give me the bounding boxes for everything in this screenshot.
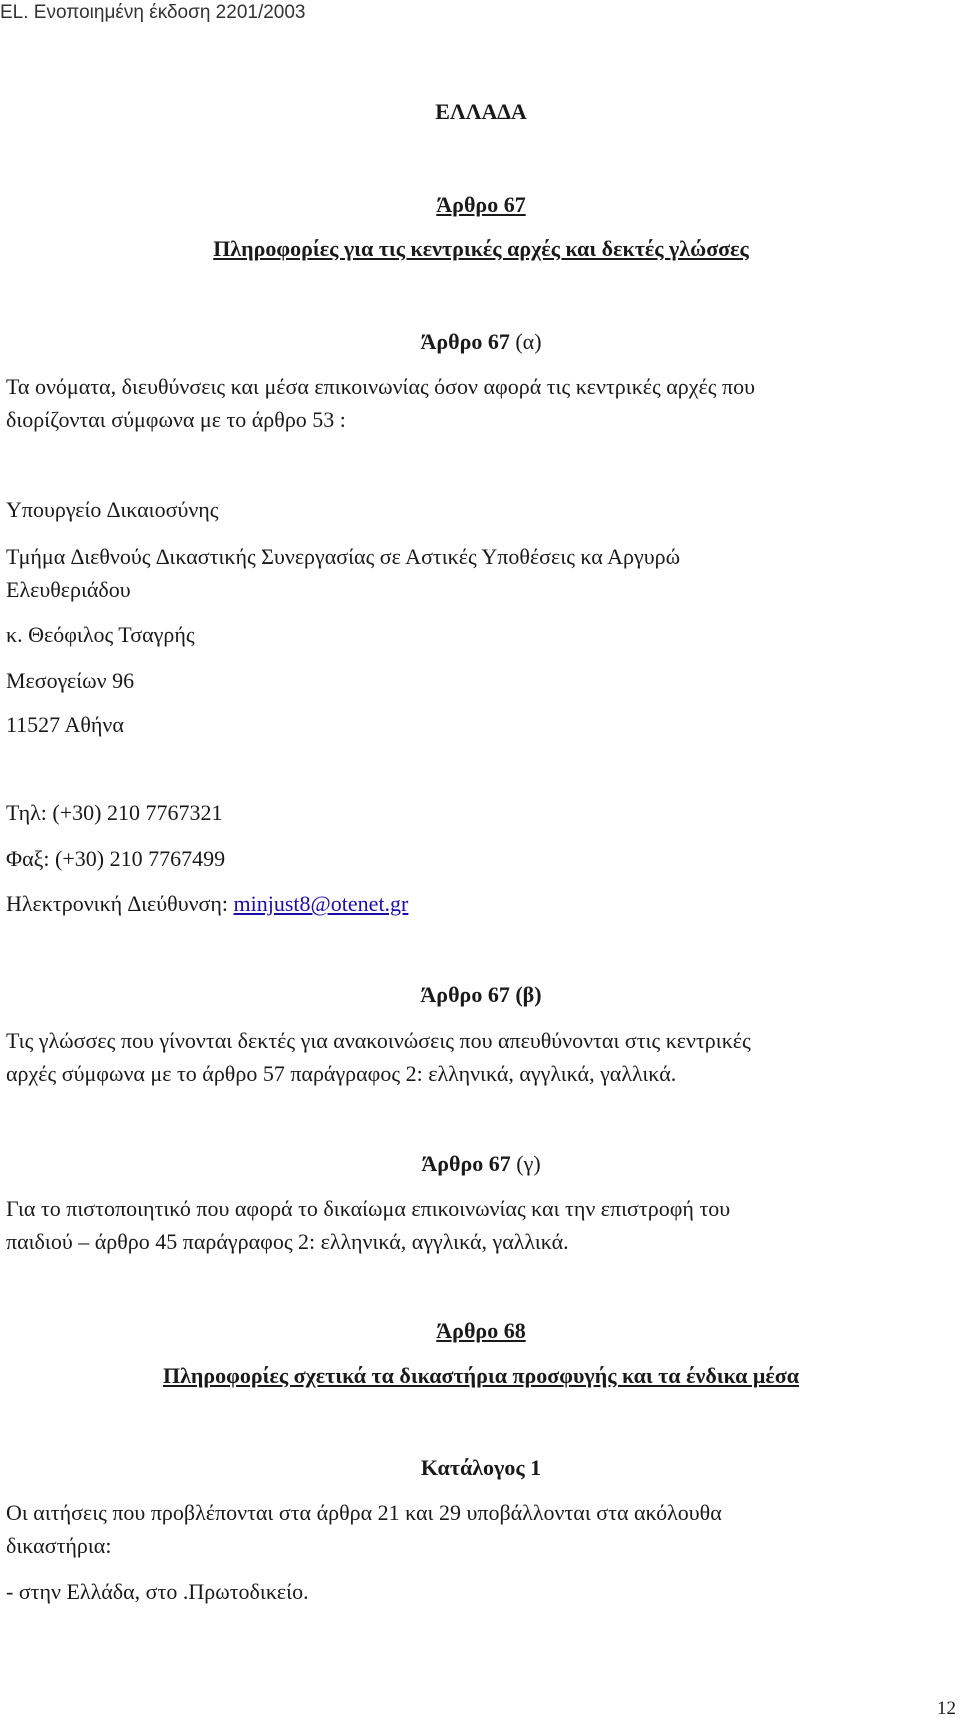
article-67a-intro-line-1: Τα ονόματα, διευθύνσεις και μέσα επικοινωνίας όσον αφορά τις κεντρικές αρχές που — [6, 374, 755, 399]
article-67c-heading-bold: Άρθρο 67 — [421, 1151, 511, 1176]
article-67b-heading: Άρθρο 67 (β) — [420, 982, 542, 1007]
article-67c-line-1: Για το πιστοποιητικό που αφορά το δικαίωμα επικοινωνίας και την επιστροφή του — [6, 1196, 731, 1221]
fax-number: Φαξ: (+30) 210 7767499 — [6, 846, 226, 871]
email-line — [6, 887, 956, 920]
ministry-name: Υπουργείο ∆ικαιοσύνης — [6, 497, 219, 522]
article-67a-heading — [6, 325, 956, 358]
article-67b-line-1: Τις γλώσσες που γίνονται δεκτές για ανακοινώσεις που απευθύνονται στις κεντρικές — [6, 1028, 751, 1053]
article-67b-line-2: αρχές σύμφωνα με το άρθρο 57 παράγραφος 2: ελληνικά, αγγλικά, γαλλικά. — [6, 1061, 677, 1086]
article-67-subtitle: Πληροφορίες για τις κεντρικές αρχές και δεκτές γλώσσες — [213, 236, 749, 261]
country-heading: ΕΛΛΑ∆Α — [435, 99, 527, 124]
article-67a-intro-line-2: διορίζονται σύμφωνα με το άρθρο 53 : — [6, 407, 346, 432]
article-67a-heading-suffix: (α) — [509, 329, 542, 354]
street-address: Μεσογείων 96 — [6, 668, 135, 693]
email-link[interactable]: minjust8@otenet.gr — [233, 891, 409, 916]
article-67c-line-2: παιδιού – άρθρο 45 παράγραφος 2: ελληνικά, αγγλικά, γαλλικά. — [6, 1229, 569, 1254]
department-line-2: Ελευθεριάδου — [6, 577, 131, 602]
list-1-item: - στην Ελλάδα, στο .Πρωτοδικείο. — [6, 1579, 309, 1604]
list-1-line-1: Οι αιτήσεις που προβλέπονται στα άρθρα 21 και 29 υποβάλλονται στα ακόλουθα — [6, 1500, 722, 1525]
list-1-line-2: δικαστήρια: — [6, 1533, 112, 1558]
article-68-subtitle: Πληροφορίες σχετικά τα δικαστήρια προσφυγής και τα ένδικα μέσα — [162, 1363, 800, 1388]
article-68-title: Άρθρο 68 — [436, 1318, 526, 1343]
department-line-1: Τμήμα ∆ιεθνούς ∆ικαστικής Συνεργασίας σε Αστικές Υποθέσεις κα Αργυρώ — [6, 544, 681, 569]
article-67a-heading-bold: Άρθρο 67 — [420, 329, 510, 354]
article-67-title: Άρθρο 67 — [436, 192, 526, 217]
city-address: 11527 Αθήνα — [6, 712, 124, 737]
running-header: EL. Ενοποιημένη έκδοση 2201/2003 — [0, 2, 306, 23]
email-label: Ηλεκτρονική ∆ιεύθυνση: — [6, 891, 234, 916]
article-67c-heading-suffix: (γ) — [510, 1151, 541, 1176]
contact-person: κ. Θεόφιλος Τσαγρής — [6, 622, 195, 647]
article-67c-heading — [6, 1147, 956, 1180]
page-number: 12 — [937, 1698, 956, 1719]
list-1-heading: Κατάλογος 1 — [420, 1455, 542, 1480]
phone-number: Τηλ: (+30) 210 7767321 — [6, 800, 223, 825]
